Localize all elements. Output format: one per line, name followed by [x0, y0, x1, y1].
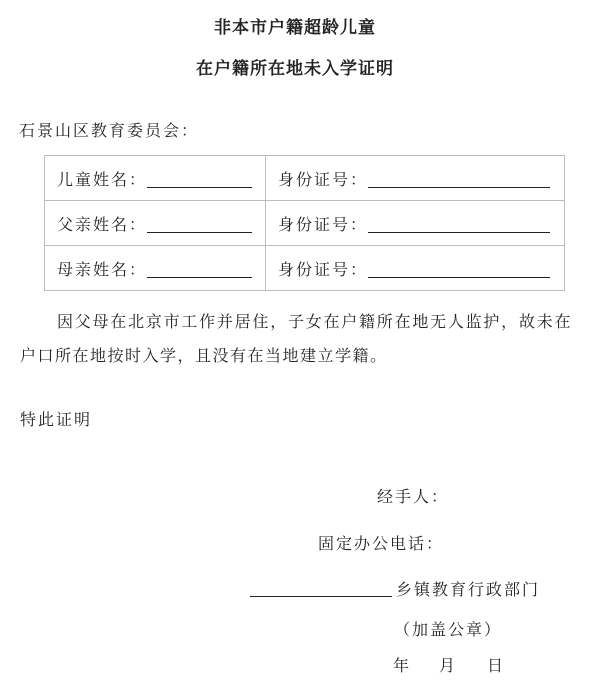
mother-id-blank[interactable] [368, 261, 550, 278]
child-name-cell [45, 156, 266, 201]
department-label: 乡镇教育行政部门 [396, 580, 541, 599]
title-line-1: 非本市户籍超龄儿童 [214, 18, 376, 38]
father-name-blank[interactable] [147, 216, 252, 233]
child-name-blank[interactable] [147, 171, 252, 188]
table-row [45, 201, 565, 246]
department-blank[interactable] [250, 596, 392, 597]
child-id-blank[interactable] [368, 171, 550, 188]
father-id-label: 身份证号： [278, 214, 369, 234]
mother-name-blank[interactable] [147, 261, 252, 278]
child-id-label: 身份证号： [278, 169, 369, 189]
handler-label: 经手人： [377, 487, 450, 506]
date-year: 年 [393, 656, 410, 675]
salutation: 石景山区教育委员会： [19, 121, 200, 140]
closing-text: 特此证明 [20, 410, 93, 429]
child-id-cell [266, 156, 565, 201]
father-name-label: 父亲姓名： [57, 214, 148, 234]
date-day: 日 [487, 656, 504, 675]
phone-label: 固定办公电话： [318, 534, 445, 553]
mother-name-cell [45, 246, 266, 291]
table-row [45, 246, 565, 291]
mother-name-label: 母亲姓名： [57, 259, 148, 279]
date-month: 月 [439, 656, 456, 675]
mother-id-label: 身份证号： [278, 259, 369, 279]
body-paragraph: 因父母在北京市工作并居住，子女在户籍所在地无人监护，故未在户口所在地按时入学，且没有在当地建立学籍。 [20, 312, 572, 365]
father-id-blank[interactable] [368, 216, 550, 233]
child-name-label: 儿童姓名： [57, 169, 148, 189]
seal-note: （加盖公章） [394, 620, 503, 639]
info-table [44, 155, 565, 291]
father-id-cell [266, 201, 565, 246]
title-line-2: 在户籍所在地未入学证明 [196, 59, 394, 79]
table-row [45, 156, 565, 201]
mother-id-cell [266, 246, 565, 291]
father-name-cell [45, 201, 266, 246]
